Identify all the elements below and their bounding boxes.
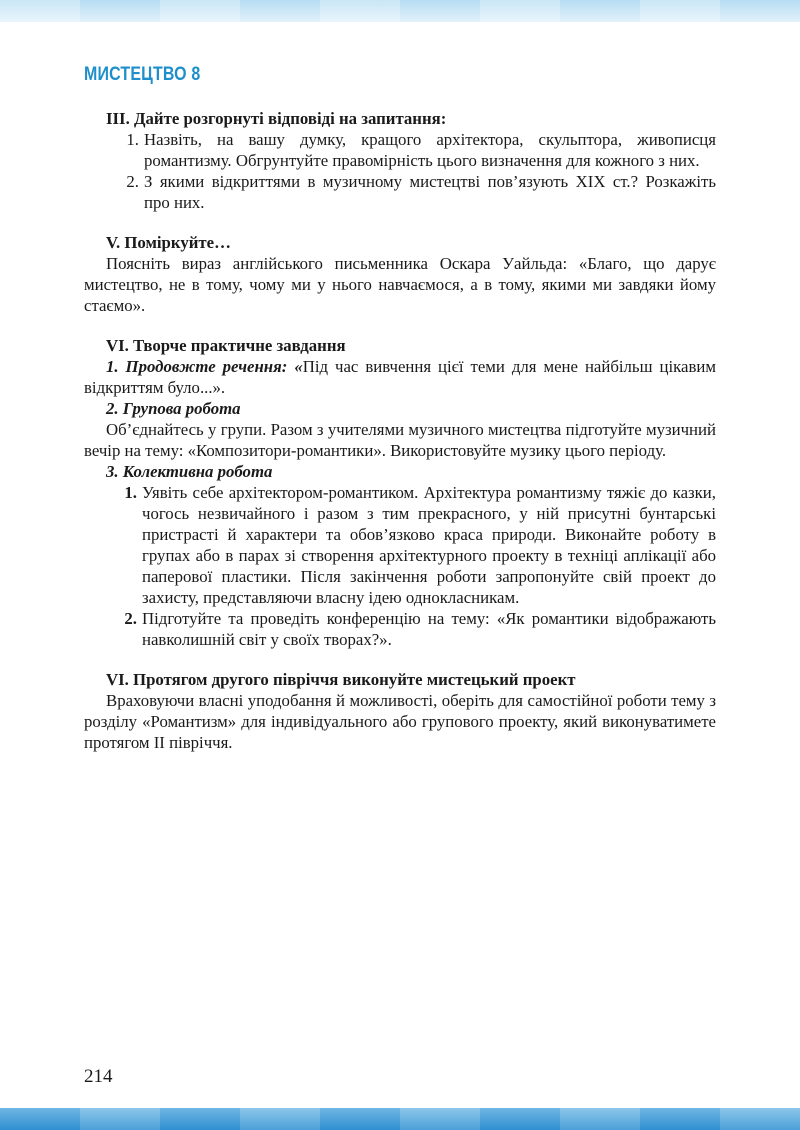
section-3-questions [84, 129, 716, 213]
task-2-label: 2. Групова робота [106, 399, 241, 418]
task-1-label: 1. Продовжте речення: « [106, 357, 303, 376]
task-3-item-number: 1. [124, 483, 137, 502]
question-item [84, 171, 716, 213]
bottom-decorative-band [0, 1108, 800, 1130]
top-decorative-band [0, 0, 800, 22]
task-3-label: 3. Колективна робота [106, 462, 273, 481]
task-3-items [84, 482, 716, 650]
section-5-heading: V. Поміркуйте… [106, 233, 231, 252]
question-text: Назвіть, на вашу думку, кращого архітектора, скульптора, живописця романтизму. Обгрунтуйте правомірність цього визначення для кожного з них. [144, 130, 716, 170]
section-7-heading: VІ. Протягом другого півріччя виконуйте мистецький проект [106, 670, 576, 689]
task-1-text: Під час вивчення цієї теми для мене найбільш цікавим відкриттям було...». [84, 357, 716, 397]
question-number: 1. [126, 130, 139, 149]
question-text: З якими відкриттями в музичному мистецтві пов’язують ХІХ ст.? Розкажіть про них. [144, 172, 716, 212]
task-3-item [84, 482, 716, 608]
section-6-heading: VІ. Творче практичне завдання [106, 336, 346, 355]
task-3-item-text: Уявіть себе архітектором-романтиком. Архітектура романтизму тяжіє до казки, чогось незвичайного і разом з тим прекрасного, у ній присутні бунтарські пристрасті й характери та обов’язково краса природи. Виконайте роботу в групах або в парах зі створення архітектурного проекту в техніці аплікації або паперової пластики. Після закінчення роботи запропонуйте свій проект до захисту, представляючи власну ідею однокласникам. [142, 483, 716, 607]
task-3-item-number: 2. [124, 609, 137, 628]
section-5-text: Поясніть вираз англійського письменника Оскара Уайльда: «Благо, що дарує мистецтво, не в тому, чому ми у нього навчаємося, а в тому, якими ми завдяки йому стаємо». [84, 254, 716, 315]
task-1-paragraph [84, 356, 716, 398]
task-3-item-text: Підготуйте та проведіть конференцію на тему: «Як романтики відображають навколишній світ у своїх творах?». [142, 609, 716, 649]
section-3-heading: ІІІ. Дайте розгорнуті відповіді на запитання: [106, 109, 447, 128]
task-2-text: Об’єднайтесь у групи. Разом з учителями музичного мистецтва підготуйте музичний вечір на тему: «Композитори-романтики». Використовуйте музику цього періоду. [84, 420, 716, 460]
question-item [84, 129, 716, 171]
page-number: 214 [84, 1066, 113, 1087]
running-head: МИСТЕЦТВО 8 [84, 64, 201, 85]
section-7-text: Враховуючи власні уподобання й можливості, оберіть для самостійної роботи тему з розділу «Романтизм» для індивідуального або групового проекту, який виконуватимете протягом ІІ півріччя. [84, 691, 716, 752]
task-3-item [84, 608, 716, 650]
page-content [84, 108, 716, 753]
question-number: 2. [126, 172, 139, 191]
